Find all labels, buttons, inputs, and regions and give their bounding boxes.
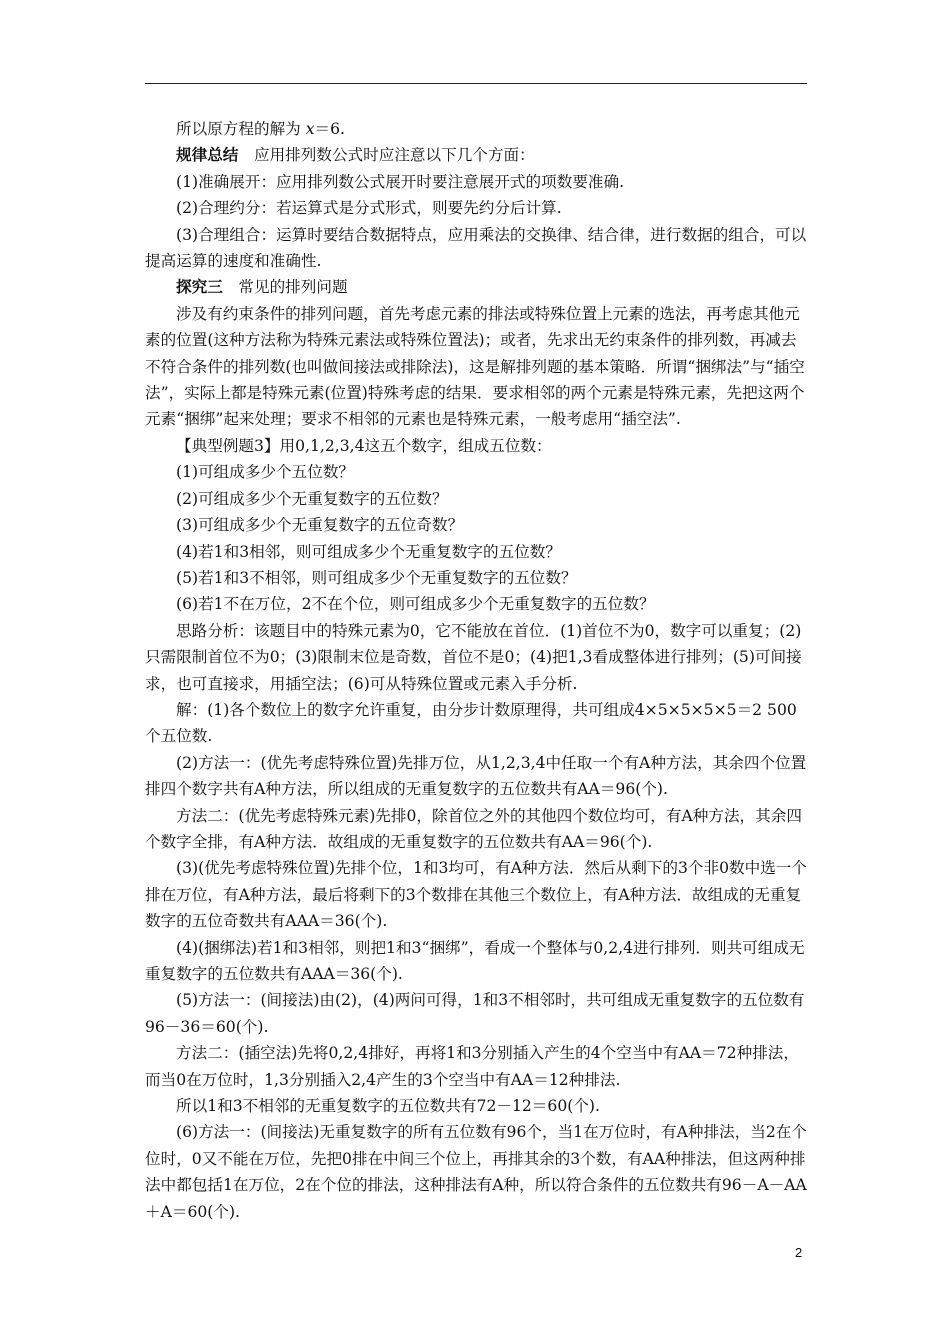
page-number: 2 [795,1245,803,1260]
question-6: (6)若1不在万位，2不在个位，则可组成多少个无重复数字的五位数？ [176,595,655,614]
section-heading [145,274,807,300]
answer-2-method-1: (2)方法一：(优先考虑特殊位置)先排万位，从1,2,3,4中任取一个有A种方法，其余四个位置排四个数字共有A种方法，所以组成的无重复数字的五位数共有AA＝96(个). [145,753,807,799]
section-intro: 涉及有约束条件的排列问题，首先考虑元素的排法或特殊位置上元素的选法，再考虑其他元素的位置(这种方法称为特殊元素法或特殊位置法)；或者，先求出无约束条件的排列数，再减去不符合条件的排列数(也叫做间接法或排除法)，这是解排列题的基本策略．所谓“捆绑法”与“插空法”，实际上都是特殊元素(位置)特殊考虑的结果．要求相邻的两个元素是特殊元素，先把这两个元素“捆绑”起来处理；要求不相邻的元素也是特殊元素，一般考虑用“插空法”. [145,304,805,429]
rule-summary [145,142,807,168]
question-4: (4)若1和3相邻，则可组成多少个无重复数字的五位数？ [176,542,561,561]
variable-x: x [305,120,315,138]
document-body [145,116,807,1225]
rule-summary-text: 应用排列数公式时应注意以下几个方面： [238,146,535,165]
example-title: 【典型例题3】用0,1,2,3,4这五个数字，组成五位数： [176,436,552,455]
rule-item-3: (3)合理组合：运算时要结合数据特点，应用乘法的交换律、结合律，进行数据的组合，可以提高运算的速度和准确性. [145,225,807,271]
answer-6-method-1: (6)方法一：(间接法)无重复数字的所有五位数有96个，当1在万位时，有A种排法，当2在个位时，0又不能在万位，先把0排在中间三个位上，再排其余的3个数，有AA种排法，但这两种排法中都包括1在万位，2在个位的排法，这种排法有A种，所以符合条件的五位数共有96－A－AA＋A＝60(个). [145,1123,807,1221]
question-5: (5)若1和3不相邻，则可组成多少个无重复数字的五位数？ [176,568,577,587]
answer-2-method-2: 方法二：(优先考虑特殊元素)先排0，除首位之外的其他四个数位均可，有A种方法，其余四个数字全排，有A种方法．故组成的无重复数字的五位数共有AA＝96(个). [145,806,802,851]
question-1: (1)可组成多少个五位数？ [176,463,355,482]
text-span: 所以原方程的解为 [176,120,306,138]
answer-5-method-1: (5)方法一：(间接法)由(2)，(4)两问可得，1和3不相邻时，共可组成无重复数字的五位数有96－36＝60(个). [145,991,805,1036]
answer-4: (4)(捆绑法)若1和3相邻，则把1和3“捆绑”，看成一个整体与0,2,4进行排列．则共可组成无重复数字的五位数共有AAA＝36(个). [145,938,805,983]
section-title: 常见的排列问题 [222,278,348,297]
rule-item-1: (1)准确展开：应用排列数公式展开时要注意展开式的项数要准确. [176,172,625,191]
header-rule [145,83,807,84]
question-3: (3)可组成多少个无重复数字的五位奇数？ [176,516,464,535]
text-span: ＝6. [314,120,345,138]
answer-1: 解：(1)各个数位上的数字允许重复，由分步计数原理得，共可组成4×5×5×5×5＝2 500个五位数. [145,700,797,746]
solution-conclusion [145,116,807,142]
rule-item-2: (2)合理约分：若运算式是分式形式，则要先约分后计算. [176,199,562,218]
answer-3: (3)(优先考虑特殊位置)先排个位，1和3均可，有A种方法．然后从剩下的3个非0数中选一个排在万位，有A种方法，最后将剩下的3个数排在其他三个数位上，有A种方法．故组成的无重复数字的五位奇数共有AAA＝36(个). [145,859,807,931]
section-label: 探究三 [176,277,223,297]
analysis: 思路分析：该题目中的特殊元素为0，它不能放在首位．(1)首位不为0，数字可以重复；(2)只需限制首位不为0；(3)限制末位是奇数，首位不是0；(4)把1,3看成整体进行排列；(5)可间接求，也可直接求，用插空法；(6)可从特殊位置或元素入手分析. [145,621,802,693]
question-2: (2)可组成多少个无重复数字的五位数？ [176,489,448,508]
rule-summary-label: 规律总结 [176,145,239,165]
answer-5-method-2: 方法二：(插空法)先将0,2,4排好，再将1和3分别插入产生的4个空当中有AA＝72种排法，而当0在万位时，1,3分别插入2,4产生的3个空当中有AA＝12种排法. [145,1044,799,1089]
answer-5-conclusion: 所以1和3不相邻的无重复数字的五位数共有72－12＝60(个). [176,1097,600,1116]
